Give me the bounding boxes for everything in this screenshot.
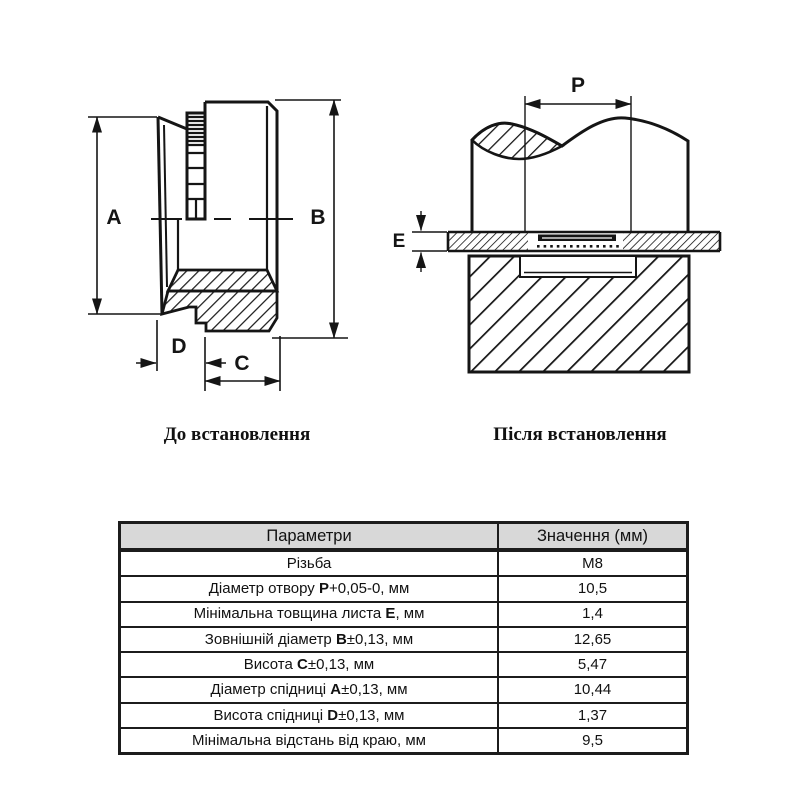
caption-after-installation: Після встановлення <box>493 424 667 445</box>
param-cell <box>120 703 499 728</box>
param-text: Діаметр спідниці <box>210 681 331 699</box>
param-text: Мінімальна товщина листа <box>193 605 386 623</box>
param-cell <box>120 652 499 677</box>
param-text: Висота <box>243 655 298 673</box>
serration-dots <box>537 245 619 248</box>
sheet-metal <box>448 232 720 251</box>
die-cavity <box>520 256 636 277</box>
param-cell <box>120 550 499 576</box>
table-row <box>120 728 688 754</box>
value-cell: 1,37 <box>498 703 688 728</box>
value-cell: 1,4 <box>498 602 688 627</box>
table-row <box>120 627 688 652</box>
dim-label-a: A <box>106 206 122 229</box>
param-column-header: Параметри <box>120 523 499 551</box>
caption-before-installation: До встановлення <box>163 424 311 445</box>
param-text: ±0,13, мм <box>338 706 405 724</box>
param-text: Зовнішній діаметр <box>204 630 336 648</box>
value-cell: 9,5 <box>498 728 688 754</box>
table-row <box>120 652 688 677</box>
dim-label-b: B <box>310 206 326 229</box>
param-text: A <box>330 681 342 699</box>
value-cell: 10,5 <box>498 576 688 601</box>
break-section-lens <box>472 123 562 159</box>
param-cell <box>120 728 499 754</box>
dim-label-c: C <box>234 352 250 375</box>
table-row <box>120 602 688 627</box>
param-text: , мм <box>395 605 425 623</box>
param-text: ±0,13, мм <box>346 630 414 648</box>
parameters-table <box>118 521 689 755</box>
table-row <box>120 703 688 728</box>
param-text: Мінімальна відстань від краю, мм <box>191 731 426 749</box>
param-text: Різьба <box>286 554 332 572</box>
param-text: D <box>327 706 339 724</box>
param-text: ±0,13, мм <box>341 681 408 699</box>
param-text: C <box>297 655 308 673</box>
installed-nut-body <box>472 118 688 232</box>
table-header-row <box>120 523 688 551</box>
table-row <box>120 677 688 702</box>
value-cell: М8 <box>498 550 688 576</box>
param-cell <box>120 627 499 652</box>
dim-label-e: E <box>392 231 406 252</box>
dimension-p <box>525 96 631 231</box>
dim-label-p: P <box>570 74 586 97</box>
param-text: ±0,13, мм <box>307 655 375 673</box>
param-cell <box>120 602 499 627</box>
value-column-header: Значення (мм) <box>498 523 688 551</box>
param-text: Діаметр отвору <box>208 580 319 598</box>
param-cell <box>120 677 499 702</box>
knurled-shank <box>187 113 205 219</box>
param-cell <box>120 576 499 601</box>
param-text: +0,05-0, мм <box>329 580 410 598</box>
dim-label-d: D <box>171 335 187 358</box>
param-text: Висота спідниці <box>213 706 328 724</box>
param-text: P <box>318 580 329 598</box>
dimension-a <box>88 117 161 314</box>
value-cell: 10,44 <box>498 677 688 702</box>
param-text: B <box>335 630 347 648</box>
table-row <box>120 550 688 576</box>
before-installation-drawing <box>88 100 348 391</box>
section-hatch <box>162 270 277 331</box>
value-cell: 12,65 <box>498 627 688 652</box>
param-text: E <box>385 605 396 623</box>
value-cell: 5,47 <box>498 652 688 677</box>
table-row <box>120 576 688 601</box>
die-block <box>469 256 689 372</box>
dimension-e <box>412 211 447 272</box>
after-installation-drawing <box>412 96 720 372</box>
